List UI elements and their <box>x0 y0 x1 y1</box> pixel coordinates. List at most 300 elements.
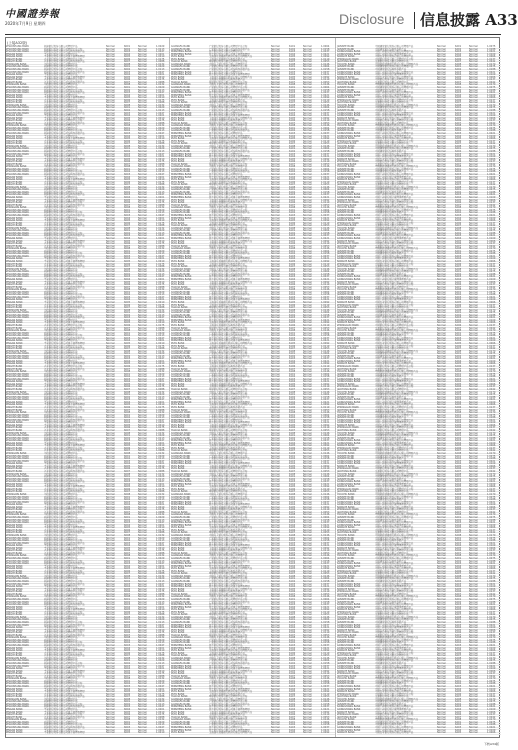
table-cell: Normal <box>106 404 122 407</box>
table-cell: Normal <box>469 187 485 190</box>
table-cell: 6007 <box>124 696 136 699</box>
table-cell: 6203 <box>455 235 467 238</box>
table-cell: 1.0037 <box>321 174 335 177</box>
table-cell: GUANGDA BANK <box>171 617 207 620</box>
table-cell: 1.0075 <box>487 66 501 69</box>
table-cell: PUFA BANK <box>171 282 207 285</box>
table-cell: Normal <box>271 499 287 502</box>
table-cell: 6203 <box>455 317 467 320</box>
table-cell: Normal <box>271 371 287 374</box>
table-cell: Normal <box>138 100 154 103</box>
table-cell: 民生银行股份有限公司现金管理类理财 <box>209 340 269 343</box>
table-cell: PUFA BANK <box>171 671 207 674</box>
table-cell: PINGAN BANK <box>6 261 42 264</box>
table-cell: 6101 <box>289 189 301 192</box>
table-cell: Normal <box>303 489 319 492</box>
table-cell: 1.0088 <box>156 389 170 392</box>
table-cell: 1.0132 <box>156 84 170 87</box>
table-cell: 6106 <box>289 59 301 62</box>
table-cell: Normal <box>437 143 453 146</box>
table-cell: 6005 <box>124 650 136 653</box>
table-cell: 1.0221 <box>321 545 335 548</box>
table-cell: 1.0119 <box>321 264 335 267</box>
table-cell: 6005 <box>124 241 136 244</box>
table-cell: 华夏银行股份有限公司理财产品计划 <box>209 655 269 658</box>
table-cell: PINGAN BANK <box>6 340 42 343</box>
table-cell: 6106 <box>289 673 301 676</box>
table-cell: 1.0146 <box>321 412 335 415</box>
table-cell: 中国光大银行股份有限公司理财产品 <box>209 719 269 722</box>
table-cell: Normal <box>138 453 154 456</box>
table-cell: 民生银行股份有限公司理财产品 <box>209 440 269 443</box>
table-cell: Normal <box>106 87 122 90</box>
table-cell: PINGAN BANK <box>6 258 42 261</box>
table-cell: 招商银行股份有限公司结构性存款产品 <box>44 625 104 628</box>
table-cell: 6104 <box>289 136 301 139</box>
table-cell: Normal <box>303 497 319 500</box>
table-cell: 6002 <box>124 499 136 502</box>
table-cell: Normal <box>138 228 154 231</box>
table-cell: 6006 <box>124 243 136 246</box>
table-cell: 1.0158 <box>321 233 335 236</box>
table-cell: 1.0175 <box>156 202 170 205</box>
table-cell: Normal <box>303 228 319 231</box>
table-cell: 中国建设银行股份有限公司理财产品 <box>375 189 435 192</box>
table-cell: GONGSHANG BANK <box>337 297 373 300</box>
table-cell: 招商银行股份有限公司结构性存款产品 <box>44 256 104 259</box>
table-cell: 中国光大银行股份有限公司理财产品 <box>209 289 269 292</box>
table-cell: 6204 <box>455 484 467 487</box>
table-cell: 中国工商银行股份有限公司理财产品 <box>375 256 435 259</box>
table-cell: Normal <box>469 177 485 180</box>
table-cell: 6008 <box>124 166 136 169</box>
table-cell: 6208 <box>455 187 467 190</box>
table-cell: PINGAN BANK <box>6 709 42 712</box>
table-cell: 1.0092 <box>321 507 335 510</box>
table-cell: XINGYE BANK <box>6 307 42 310</box>
table-cell: MINSHENG BANK <box>171 727 207 730</box>
table-cell: 中信银行股份有限公司理财产品 <box>44 392 104 395</box>
table-cell: 6208 <box>455 105 467 108</box>
table-cell: 1.0146 <box>321 64 335 67</box>
table-cell: 6103 <box>289 727 301 730</box>
table-cell: PUFA BANK <box>171 448 207 451</box>
table-cell: ZHAOSHANG BANK <box>6 271 42 274</box>
table-cell: 兴业银行股份有限公司理财产品计划 <box>44 346 104 349</box>
table-cell: JIAOTONG BANK <box>337 491 373 494</box>
table-cell: 1.0175 <box>156 120 170 123</box>
table-cell: 中国工商银行现金管理类理财产品 <box>375 422 435 425</box>
table-cell: GONGSHANG BANK <box>337 317 373 320</box>
table-cell: 1.0137 <box>487 489 501 492</box>
table-cell: 中国邮政储蓄银行股份有限公司理财产品 <box>375 453 435 456</box>
table-cell: 6008 <box>124 187 136 190</box>
table-cell: 1.0132 <box>156 678 170 681</box>
table-cell: Normal <box>271 468 287 471</box>
table-cell: Normal <box>138 614 154 617</box>
table-cell: 上海浦东发展银行股份有限公司理财产品 <box>209 179 269 182</box>
table-cell: 1.0158 <box>321 622 335 625</box>
table-cell: 6002 <box>124 315 136 318</box>
table-cell: Normal <box>106 576 122 579</box>
table-cell: Normal <box>106 82 122 85</box>
table-cell: ZHAOSHANG BANK <box>6 458 42 461</box>
table-cell: 6004 <box>124 709 136 712</box>
table-cell: Normal <box>106 379 122 382</box>
table-cell: 兴业银行股份有限公司理财产品计划 <box>44 571 104 574</box>
table-cell: 1.0092 <box>321 732 335 735</box>
table-cell: Normal <box>271 102 287 105</box>
table-cell: 6106 <box>289 243 301 246</box>
table-cell: 6201 <box>455 189 467 192</box>
table-cell: Normal <box>271 136 287 139</box>
table-cell: Normal <box>138 696 154 699</box>
table-cell: GUANGFA BANK <box>171 619 207 622</box>
table-cell: 1.0037 <box>321 481 335 484</box>
table-cell: Normal <box>303 709 319 712</box>
table-cell: Normal <box>271 732 287 735</box>
table-cell: Normal <box>106 586 122 589</box>
table-cell: 交通银行股份有限公司理财产品 <box>375 266 435 269</box>
table-cell: 6107 <box>289 164 301 167</box>
table-cell: Normal <box>271 642 287 645</box>
table-cell: 6101 <box>289 681 301 684</box>
table-cell: 6205 <box>455 322 467 325</box>
table-cell: Normal <box>106 128 122 131</box>
table-cell: Normal <box>106 366 122 369</box>
table-cell: 1.0092 <box>321 527 335 530</box>
table-cell: Normal <box>106 302 122 305</box>
table-cell: 平安银行股份有限公司现金管理类理财 <box>44 241 104 244</box>
table-cell: Normal <box>469 399 485 402</box>
table-cell: Normal <box>303 174 319 177</box>
table-cell: 6002 <box>124 274 136 277</box>
table-cell: 中国光大银行股份有限公司理财产品 <box>209 617 269 620</box>
table-cell: Normal <box>138 481 154 484</box>
table-cell: 1.0088 <box>156 246 170 249</box>
table-cell: Normal <box>469 463 485 466</box>
table-cell: 广发银行股份有限公司理财产品计划 <box>209 87 269 90</box>
table-cell: Normal <box>138 671 154 674</box>
table-cell: Normal <box>106 607 122 610</box>
table-cell: Normal <box>138 425 154 428</box>
table-cell: 6104 <box>289 218 301 221</box>
table-cell: 6104 <box>289 279 301 282</box>
table-cell: Normal <box>271 563 287 566</box>
table-cell: 1.0066 <box>487 282 501 285</box>
table-cell: 招商银行股份有限公司理财产品计划 <box>44 642 104 645</box>
table-cell: 6102 <box>289 233 301 236</box>
table-cell: Normal <box>469 233 485 236</box>
table-cell: ZHONGXIN BANK <box>6 576 42 579</box>
table-cell: 中国建设银行结构性存款产品 <box>375 315 435 318</box>
table-cell: 平安银行股份有限公司现金管理类理财 <box>44 343 104 346</box>
table-cell: Normal <box>437 353 453 356</box>
table-cell: 兴业银行股份有限公司理财产品计划 <box>44 366 104 369</box>
table-cell: PUFA BANK <box>171 591 207 594</box>
table-cell: 1.0188 <box>487 438 501 441</box>
table-cell: 中国农业银行股份有限公司理财产品 <box>375 200 435 203</box>
table-cell: ZHONGXIN BANK <box>6 433 42 436</box>
table-cell: 兴业银行股份有限公司结构性存款产品 <box>44 287 104 290</box>
table-cell: 1.0088 <box>156 655 170 658</box>
table-cell: 6203 <box>455 440 467 443</box>
table-cell: 中国光大银行股份有限公司理财产品 <box>209 166 269 169</box>
table-cell: 1.0201 <box>156 177 170 180</box>
table-cell: Normal <box>469 256 485 259</box>
table-cell: 平安银行股份有限公司理财产品 <box>44 74 104 77</box>
table-cell: 6007 <box>124 287 136 290</box>
table-cell: MINSHENG BANK <box>171 74 207 77</box>
table-cell: 6206 <box>455 448 467 451</box>
table-cell: GONGSHANG BANK <box>337 276 373 279</box>
table-cell: 1.0175 <box>156 325 170 328</box>
table-cell: ZHONGGUO BANK <box>337 141 373 144</box>
table-cell: Normal <box>469 340 485 343</box>
table-cell: Normal <box>271 691 287 694</box>
table-cell: 1.0047 <box>156 727 170 730</box>
table-cell: 1.0047 <box>156 338 170 341</box>
table-cell: Normal <box>437 77 453 80</box>
table-cell: 1.0021 <box>487 440 501 443</box>
table-cell: 1.0132 <box>156 330 170 333</box>
table-cell: 6007 <box>124 123 136 126</box>
table-cell: ZHAOSHANG BANK <box>6 212 42 215</box>
table-cell: 中国邮政储蓄银行股份有限公司理财产品 <box>375 392 435 395</box>
table-cell: YOUCHU BANK <box>337 474 373 477</box>
table-cell: Normal <box>303 525 319 528</box>
table-cell: Normal <box>138 548 154 551</box>
table-cell: Normal <box>106 668 122 671</box>
table-cell: 6101 <box>289 87 301 90</box>
table-cell: Normal <box>303 479 319 482</box>
table-cell: 1.0201 <box>156 54 170 57</box>
table-cell: ZHAOSHANG BANK <box>6 110 42 113</box>
table-cell: Normal <box>106 450 122 453</box>
table-cell: GUANGFA BANK <box>171 66 207 69</box>
table-cell: Normal <box>303 645 319 648</box>
table-cell: Normal <box>138 56 154 59</box>
table-cell: 1.0042 <box>487 246 501 249</box>
table-cell: Normal <box>469 138 485 141</box>
table-cell: Normal <box>271 509 287 512</box>
table-cell: 6104 <box>289 689 301 692</box>
table-cell: 6108 <box>289 146 301 149</box>
table-cell: 6101 <box>289 169 301 172</box>
table-cell: Normal <box>303 317 319 320</box>
table-cell: 1.0047 <box>156 194 170 197</box>
table-cell: Normal <box>271 696 287 699</box>
table-cell: 6004 <box>124 730 136 733</box>
table-cell: GUANGFA BANK <box>171 681 207 684</box>
table-cell: 6006 <box>124 612 136 615</box>
table-cell: GUANGFA BANK <box>171 599 207 602</box>
table-cell: Normal <box>469 253 485 256</box>
table-cell: Normal <box>138 514 154 517</box>
table-cell: Normal <box>138 673 154 676</box>
table-cell: Normal <box>303 509 319 512</box>
table-cell: 6007 <box>124 328 136 331</box>
table-cell: Normal <box>303 517 319 520</box>
table-cell: GUANGDA BANK <box>171 555 207 558</box>
table-cell: 1.0021 <box>487 113 501 116</box>
table-cell: 6101 <box>289 394 301 397</box>
table-cell: 1.0021 <box>487 235 501 238</box>
table-cell: Normal <box>271 248 287 251</box>
table-cell: Normal <box>437 197 453 200</box>
table-cell: Normal <box>138 161 154 164</box>
table-cell: 1.0066 <box>487 363 501 366</box>
table-cell: 1.0010 <box>156 691 170 694</box>
table-cell: Normal <box>138 668 154 671</box>
table-cell: JIANSHE BANK <box>337 49 373 52</box>
table-cell: Normal <box>469 243 485 246</box>
table-cell: 1.0132 <box>156 699 170 702</box>
table-cell: 1.0066 <box>487 241 501 244</box>
table-cell: Normal <box>106 522 122 525</box>
table-cell: 1.0029 <box>156 415 170 418</box>
table-cell: Normal <box>106 545 122 548</box>
table-cell: Normal <box>437 130 453 133</box>
table-cell: 1.0119 <box>321 571 335 574</box>
table-cell: Normal <box>469 156 485 159</box>
table-cell: 6208 <box>455 207 467 210</box>
table-cell: 6002 <box>124 479 136 482</box>
table-cell: Normal <box>138 389 154 392</box>
table-cell: Normal <box>106 141 122 144</box>
table-cell: 6005 <box>124 322 136 325</box>
table-cell: 6206 <box>455 305 467 308</box>
table-cell: Normal <box>303 630 319 633</box>
table-cell: 招商银行股份有限公司理财产品计划 <box>44 438 104 441</box>
table-cell: 兴业银行股份有限公司结构性存款产品 <box>44 307 104 310</box>
table-cell: Normal <box>138 230 154 233</box>
table-cell: 1.0132 <box>156 289 170 292</box>
table-cell: Normal <box>271 348 287 351</box>
table-cell: 民生银行股份有限公司现金管理类理财 <box>209 402 269 405</box>
table-cell: Normal <box>303 125 319 128</box>
table-cell: 民生银行股份有限公司理财产品 <box>209 51 269 54</box>
table-cell: 1.0010 <box>156 363 170 366</box>
table-cell: 6106 <box>289 427 301 430</box>
table-cell: MINSHENG BANK <box>171 215 207 218</box>
table-cell: GONGSHANG BANK <box>337 440 373 443</box>
table-cell: Normal <box>138 82 154 85</box>
table-cell: Normal <box>271 174 287 177</box>
table-cell: 6001 <box>124 701 136 704</box>
table-cell: 兴业银行股份有限公司结构性存款产品 <box>44 471 104 474</box>
table-cell: 广发银行股份有限公司结构性存款产品 <box>209 438 269 441</box>
table-cell: 华夏银行股份有限公司理财产品计划 <box>209 164 269 167</box>
table-cell: Normal <box>303 56 319 59</box>
table-cell: 1.0221 <box>321 402 335 405</box>
table-cell: YOUCHU BANK <box>337 289 373 292</box>
table-cell: 兴业银行股份有限公司理财产品计划 <box>44 591 104 594</box>
table-cell: PUFA BANK <box>171 56 207 59</box>
table-cell: 平安银行股份有限公司理财产品 <box>44 730 104 733</box>
table-cell: 6005 <box>124 486 136 489</box>
table-cell: 1.0075 <box>487 87 501 90</box>
table-cell: GONGSHANG BANK <box>337 361 373 364</box>
table-cell: 6208 <box>455 412 467 415</box>
table-cell: 6107 <box>289 307 301 310</box>
table-cell: 广发银行股份有限公司结构性存款产品 <box>209 683 269 686</box>
table-cell: 6002 <box>124 540 136 543</box>
table-cell: Normal <box>303 540 319 543</box>
table-cell: 6201 <box>455 169 467 172</box>
table-cell: Normal <box>469 476 485 479</box>
table-cell: Normal <box>437 271 453 274</box>
table-cell: 6206 <box>455 223 467 226</box>
table-cell: ZHAOSHANG BANK <box>6 456 42 459</box>
table-cell: Normal <box>138 706 154 709</box>
table-cell: Normal <box>469 312 485 315</box>
table-cell: PINGAN BANK <box>6 115 42 118</box>
table-cell: 1.0146 <box>321 351 335 354</box>
table-cell: 1.0201 <box>156 238 170 241</box>
table-cell: XINGYE BANK <box>6 468 42 471</box>
table-cell: 1.0066 <box>487 138 501 141</box>
table-cell: Normal <box>271 56 287 59</box>
table-cell: 6206 <box>455 346 467 349</box>
table-cell: Normal <box>106 169 122 172</box>
table-cell: XINGYE BANK <box>6 676 42 679</box>
table-cell: 广发银行股份有限公司理财产品计划 <box>209 169 269 172</box>
table-cell: 1.0175 <box>156 264 170 267</box>
table-cell: Normal <box>138 540 154 543</box>
table-cell: 广发银行股份有限公司理财产品计划 <box>209 230 269 233</box>
table-cell: 6205 <box>455 179 467 182</box>
table-cell: Normal <box>437 174 453 177</box>
table-cell: 6001 <box>124 230 136 233</box>
table-cell: Normal <box>106 525 122 528</box>
table-cell: Normal <box>106 412 122 415</box>
table-cell: ZHONGGUO BANK <box>337 325 373 328</box>
table-cell: 1.0042 <box>487 61 501 64</box>
table-cell: 上海浦东发展银行股份有限公司理财产品 <box>209 138 269 141</box>
table-cell: XINGYE BANK <box>6 430 42 433</box>
table-cell: Normal <box>271 412 287 415</box>
table-cell: Normal <box>138 297 154 300</box>
table-cell: 1.0146 <box>321 474 335 477</box>
table-cell: 中国农业银行股份有限公司理财产品 <box>375 77 435 80</box>
table-cell: 广发银行股份有限公司理财产品计划 <box>209 353 269 356</box>
table-cell: Normal <box>138 440 154 443</box>
table-cell: 上海浦东发展银行股份有限公司理财产品 <box>209 241 269 244</box>
table-cell: MINSHENG BANK <box>171 95 207 98</box>
table-cell: PUFA BANK <box>171 589 207 592</box>
table-cell: Normal <box>271 719 287 722</box>
table-cell: 华夏银行股份有限公司理财产品计划 <box>209 307 269 310</box>
table-cell: 1.0047 <box>156 215 170 218</box>
table-cell: Normal <box>469 456 485 459</box>
table-cell: 6101 <box>289 476 301 479</box>
table-cell: GUANGFA BANK <box>171 538 207 541</box>
table-cell: 兴业银行股份有限公司理财产品计划 <box>44 612 104 615</box>
table-cell: 1.0021 <box>487 215 501 218</box>
table-cell: Normal <box>303 120 319 123</box>
table-cell: Normal <box>138 530 154 533</box>
table-cell: 6008 <box>124 371 136 374</box>
table-cell: 招商银行股份有限公司理财产品计划 <box>44 212 104 215</box>
table-cell: 1.0170 <box>487 105 501 108</box>
table-cell: 1.0221 <box>321 607 335 610</box>
table-cell: 上海浦东发展银行结构性存款产品 <box>209 161 269 164</box>
table-cell: 6104 <box>289 463 301 466</box>
table-cell: 6005 <box>124 384 136 387</box>
table-cell: Normal <box>138 84 154 87</box>
table-cell: 1.0092 <box>321 220 335 223</box>
